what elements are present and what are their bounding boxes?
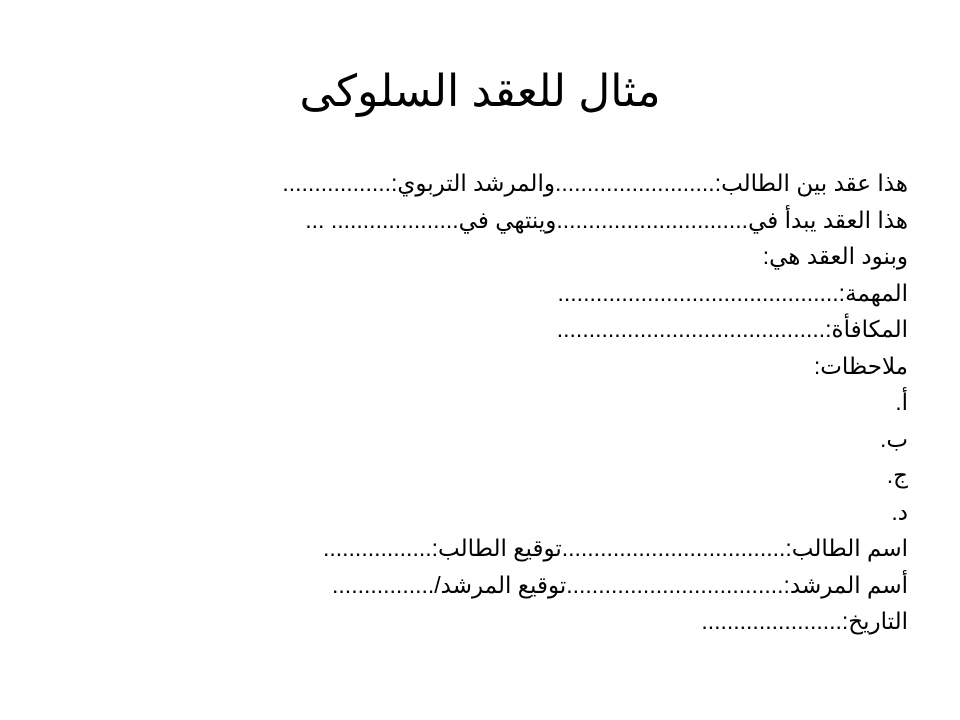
notes-heading: ملاحظات: bbox=[813, 352, 908, 379]
note-item-a: أ. bbox=[895, 389, 908, 415]
contract-terms-heading: وبنود العقد هي: bbox=[762, 243, 908, 269]
note-item-c: ج. bbox=[886, 462, 908, 488]
counselor-signature-line: أسم المرشد:..................................توقيع المرشد/................ bbox=[332, 571, 908, 598]
student-signature-line: اسم الطالب:...................................توقيع الطالب:................. bbox=[322, 535, 908, 561]
note-item-d: د. bbox=[891, 498, 908, 525]
reward-line: المكافأة:.......................................... bbox=[556, 316, 908, 342]
date-line: التاريخ:...................... bbox=[701, 608, 908, 634]
note-item-b: ب. bbox=[879, 425, 908, 452]
contract-parties-line: هذا عقد بين الطالب:.........................والمرشد التربوي:................. bbox=[282, 170, 908, 196]
contract-dates-line: هذا العقد يبدأ في..............................وينتهي في.................... ... bbox=[305, 206, 908, 233]
slide-title: مثال للعقد السلوكى bbox=[299, 67, 661, 116]
task-line: المهمة:............................................ bbox=[557, 279, 908, 306]
contract-body bbox=[108, 165, 908, 640]
